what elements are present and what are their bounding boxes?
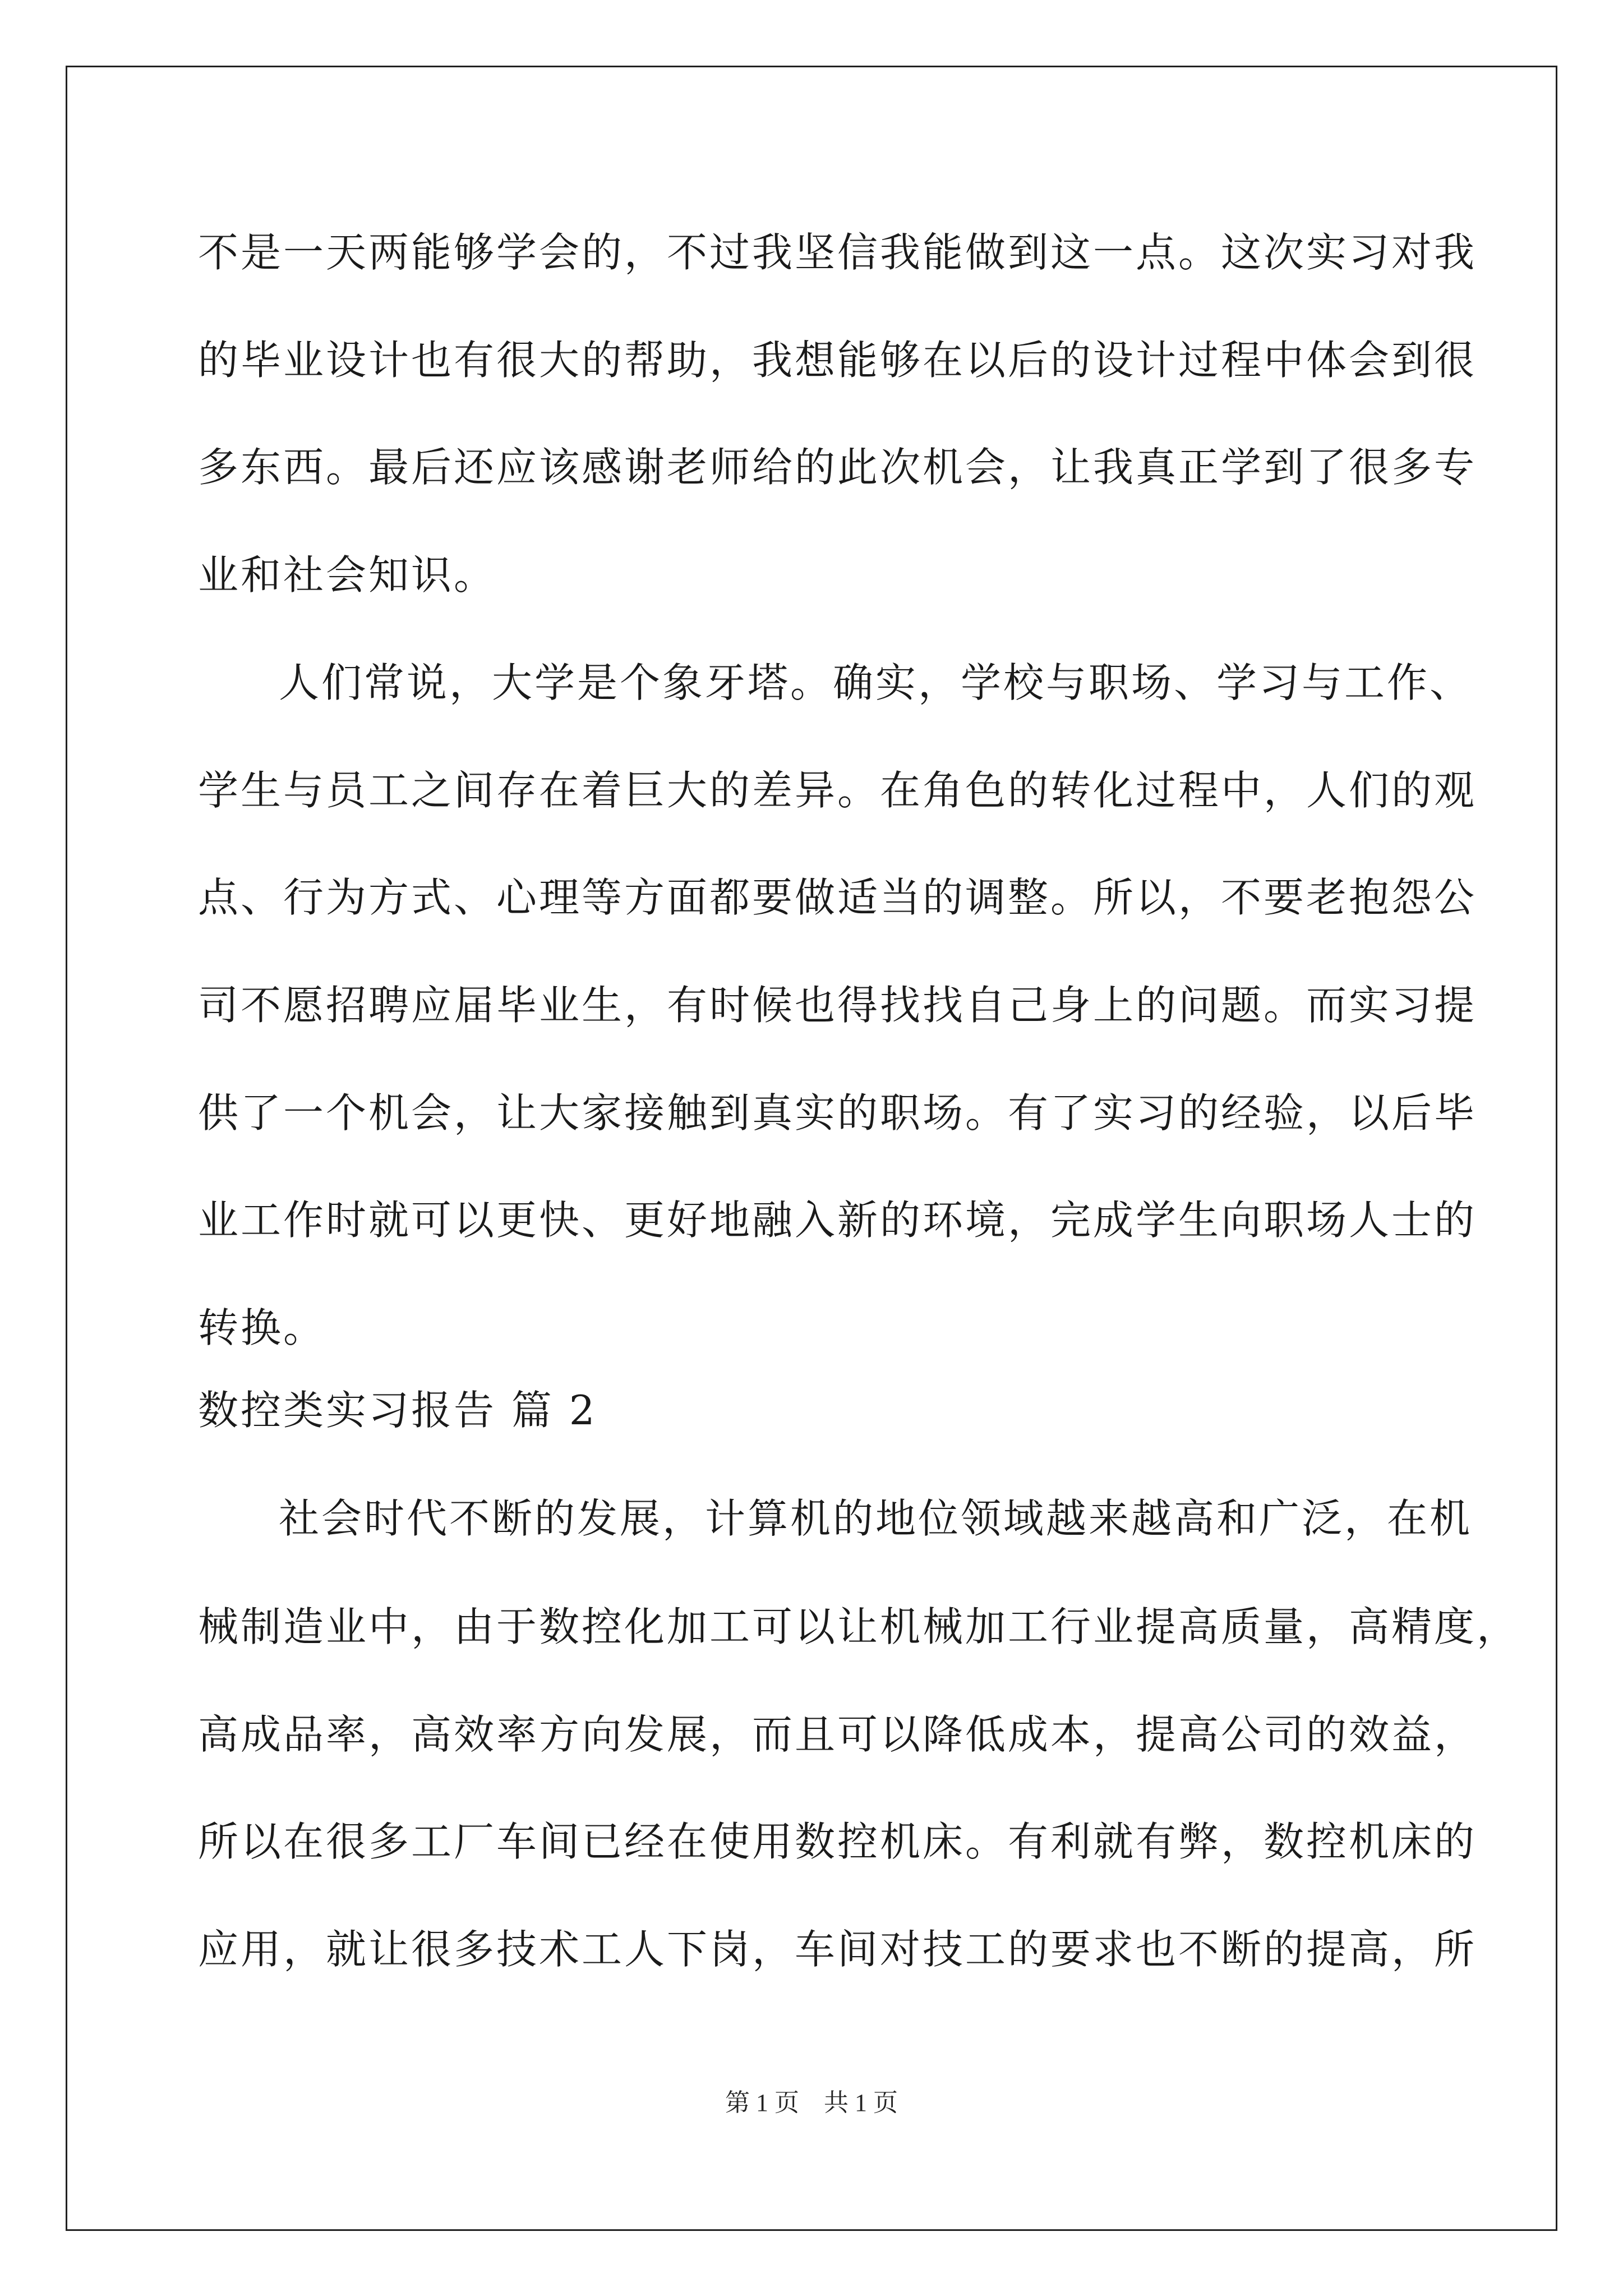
- paragraph-first-line: 人们常说，大学是个象牙塔。确实，学校与职场、学习与工作、: [279, 659, 1473, 706]
- text-line: 业工作时就可以更快、更好地融入新的环境，完成学生向职场人士的: [198, 1197, 1477, 1244]
- text-line: 所以在很多工厂车间已经在使用数控机床。有利就有弊，数控机床的: [198, 1818, 1477, 1865]
- text-line: 供了一个机会，让大家接触到真实的职场。有了实习的经验，以后毕: [198, 1089, 1477, 1137]
- text-line: 司不愿招聘应届毕业生，有时候也得找找自己身上的问题。而实习提: [198, 982, 1477, 1029]
- paragraph-first-line: 社会时代不断的发展，计算机的地位领域越来越高和广泛，在机: [279, 1495, 1473, 1542]
- text-line: 不是一天两能够学会的，不过我坚信我能做到这一点。这次实习对我: [198, 229, 1477, 276]
- page-number-footer: 第 1 页 共 1 页: [725, 2089, 898, 2116]
- text-line: 点、行为方式、心理等方面都要做适当的调整。所以，不要老抱怨公: [198, 874, 1477, 921]
- text-line: 多东西。最后还应该感谢老师给的此次机会，让我真正学到了很多专: [198, 444, 1477, 491]
- text-line: 高成品率，高效率方向发展，而且可以降低成本，提高公司的效益，: [198, 1711, 1477, 1758]
- text-line: 学生与员工之间存在着巨大的差异。在角色的转化过程中，人们的观: [198, 767, 1477, 814]
- text-line: 业和社会知识。: [198, 551, 497, 599]
- page-border: [66, 66, 1557, 2231]
- text-line: 械制造业中，由于数控化加工可以让机械加工行业提高质量，高精度，: [198, 1603, 1520, 1650]
- text-line: 转换。: [198, 1304, 326, 1351]
- section-heading: 数控类实习报告 篇 2: [198, 1387, 597, 1434]
- text-line: 的毕业设计也有很大的帮助，我想能够在以后的设计过程中体会到很: [198, 337, 1477, 384]
- text-line: 应用，就让很多技术工人下岗，车间对技工的要求也不断的提高，所: [198, 1926, 1477, 1973]
